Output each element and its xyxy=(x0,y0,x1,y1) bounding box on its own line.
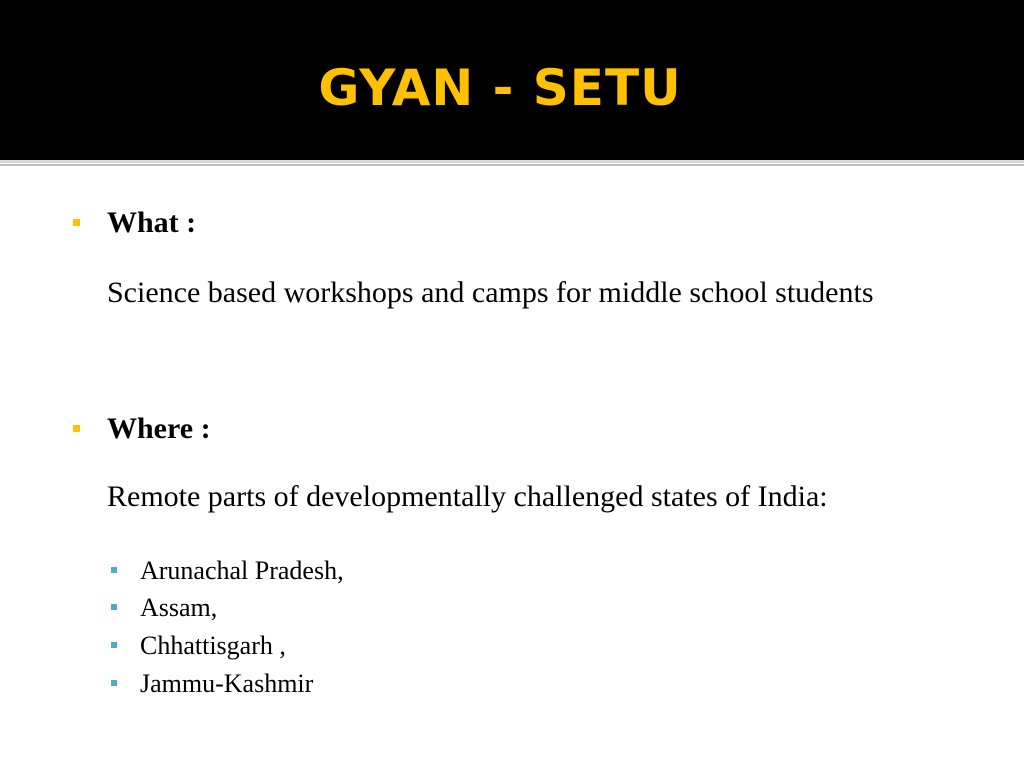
list-item-state: Chhattisgarh , xyxy=(140,631,286,660)
list-item-state: Arunachal Pradesh, xyxy=(140,556,344,585)
sub-bullet-square-icon xyxy=(111,680,117,686)
section-body-where: Remote parts of developmentally challenged states of India: xyxy=(107,480,828,513)
bullet-square-icon xyxy=(73,219,80,226)
section-heading-where: Where : xyxy=(107,412,211,445)
list-item-state: Assam, xyxy=(140,593,218,622)
bullet-square-icon xyxy=(73,425,80,432)
list-item-state: Jammu-Kashmir xyxy=(140,669,314,698)
section-body-what: Science based workshops and camps for middle school students xyxy=(107,276,874,309)
section-heading-what: What : xyxy=(107,206,197,239)
slide-title: GYAN - SETU xyxy=(318,59,682,117)
title-divider xyxy=(0,160,1024,163)
title-divider-shadow xyxy=(0,164,1024,166)
sub-bullet-square-icon xyxy=(111,642,117,648)
sub-bullet-square-icon xyxy=(111,604,117,610)
sub-bullet-square-icon xyxy=(111,567,117,573)
